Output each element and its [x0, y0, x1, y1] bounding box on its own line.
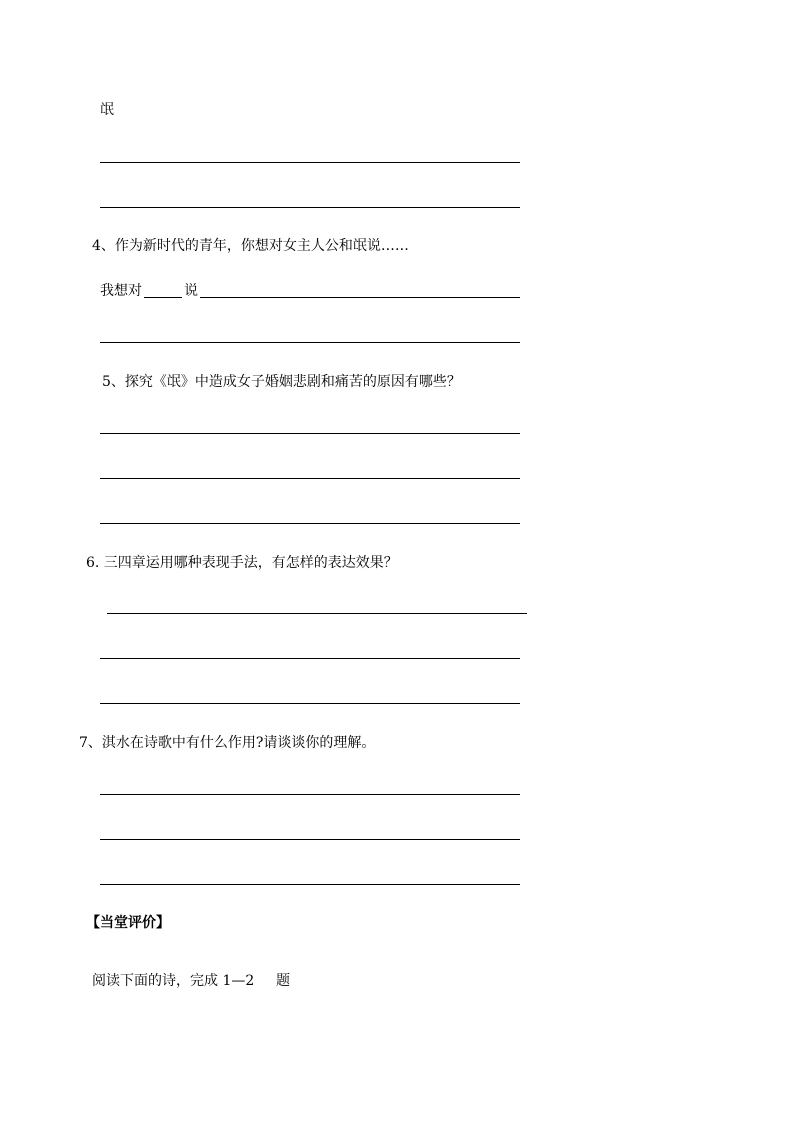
evaluation-instruction-suffix: 题: [276, 973, 290, 989]
evaluation-instruction: 阅读下面的诗，完成 1—2: [92, 973, 255, 989]
answer-line[interactable]: [100, 658, 520, 659]
q4-answer-row: [100, 282, 520, 300]
answer-line[interactable]: [107, 613, 527, 614]
q4-suffix: 说: [184, 283, 198, 299]
answer-line[interactable]: [100, 207, 520, 208]
answer-line[interactable]: [100, 342, 520, 343]
answer-line[interactable]: [100, 839, 520, 840]
continuation-text: 氓: [100, 102, 114, 118]
evaluation-heading: 【当堂评价】: [86, 915, 170, 931]
answer-line[interactable]: [100, 794, 520, 795]
q4-prefix: 我想对: [100, 283, 142, 299]
question-6: 6. 三四章运用哪种表现手法，有怎样的表达效果？: [86, 555, 398, 571]
answer-line[interactable]: [100, 703, 520, 704]
question-5: 5、探究《氓》中造成女子婚姻悲剧和痛苦的原因有哪些？: [102, 374, 461, 390]
answer-line[interactable]: [100, 478, 520, 479]
q4-name-blank[interactable]: [144, 297, 182, 298]
answer-line[interactable]: [200, 297, 520, 298]
answer-line[interactable]: [100, 433, 520, 434]
answer-line[interactable]: [100, 884, 520, 885]
question-7: 7、淇水在诗歌中有什么作用?请谈谈你的理解。: [79, 735, 376, 751]
answer-line[interactable]: [100, 162, 520, 163]
answer-line[interactable]: [100, 523, 520, 524]
question-4: 4、作为新时代的青年，你想对女主人公和氓说……: [92, 238, 409, 254]
